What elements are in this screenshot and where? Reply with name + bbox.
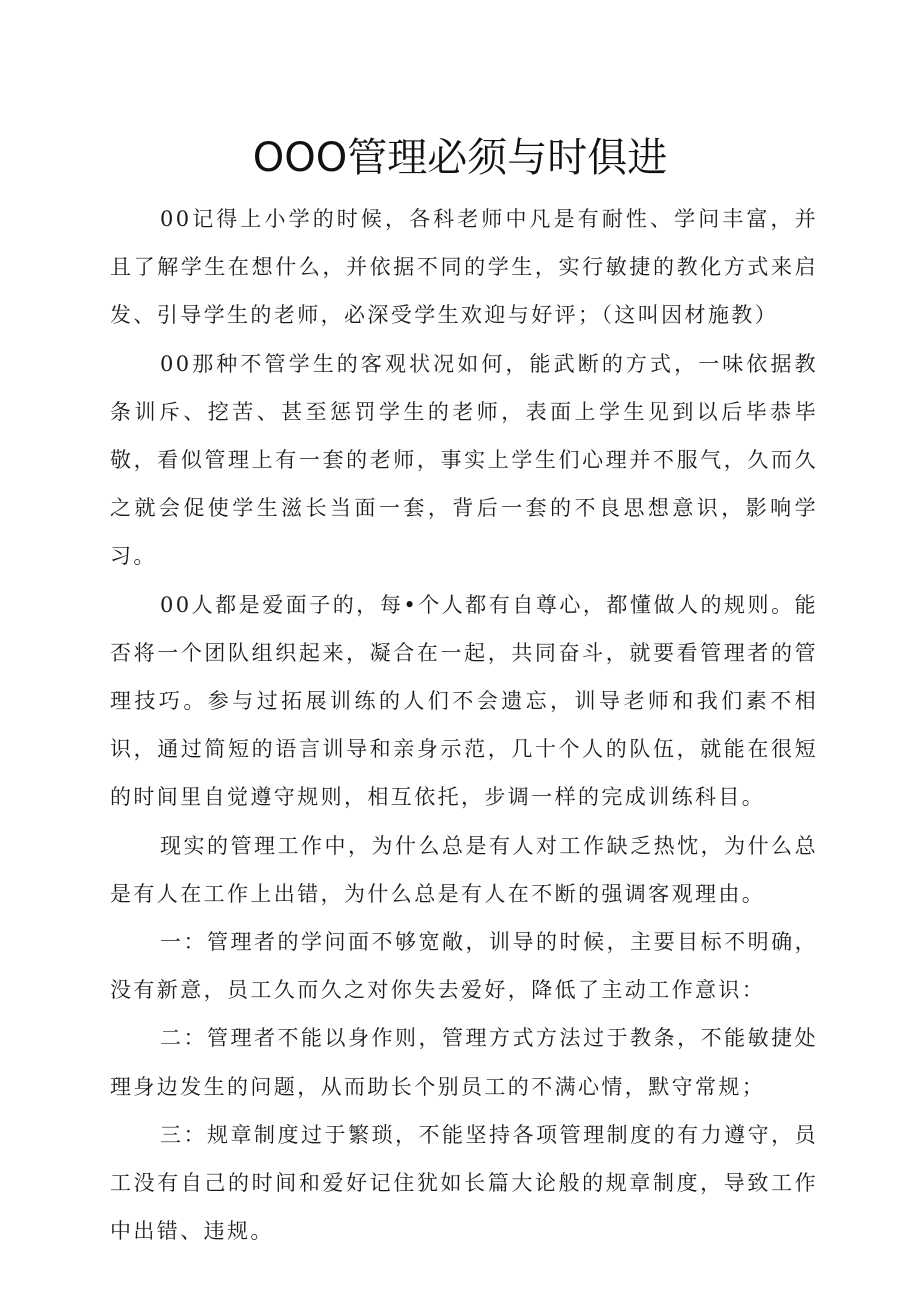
paragraph: 二：管理者不能以身作则，管理方式方法过于教条，不能敏捷处理身边发生的问题，从而助长个别员工的不满心情，默守常规； [110,1026,818,1099]
document-title: OOO管理必须与时俱进 [252,135,668,181]
paragraph: 一：管理者的学问面不够宽敞，训导的时候，主要目标不明确，没有新意，员工久而久之对你失去爱好，降低了主动工作意识： [110,930,818,1003]
paragraph: 00那种不管学生的客观状况如何，能武断的方式，一味依据教条训斥、挖苦、甚至惩罚学生的老师，表面上学生见到以后毕恭毕敬，看似管理上有一套的老师，事实上学生们心理并不服气，久而久之就会促使学生滋长当面一套，背后一套的不良思想意识，影响学习。 [110,351,818,569]
document-body [110,195,818,1255]
paragraph: 00人都是爱面子的，每•个人都有自尊心，都懂做人的规则。能否将一个团队组织起来，凝合在一起，共同奋斗，就要看管理者的管理技巧。参与过拓展训练的人们不会遗忘，训导老师和我们素不相识，通过简短的语言训导和亲身示范，几十个人的队伍，就能在很短的时间里自觉遵守规则，相互依托，步调一样的完成训练科目。 [110,592,818,810]
paragraph: 现实的管理工作中，为什么总是有人对工作缺乏热忱，为什么总是有人在工作上出错，为什么总是有人在不断的强调客观理由。 [110,833,818,906]
paragraph: 00记得上小学的时候，各科老师中凡是有耐性、学问丰富，并且了解学生在想什么，并依据不同的学生，实行敏捷的教化方式来启发、引导学生的老师，必深受学生欢迎与好评；（这叫因材施教） [110,207,818,328]
paragraph: 三：规章制度过于繁琐，不能坚持各项管理制度的有力遵守，员工没有自己的时间和爱好记住犹如长篇大论般的规章制度，导致工作中出错、违规。 [110,1122,818,1244]
